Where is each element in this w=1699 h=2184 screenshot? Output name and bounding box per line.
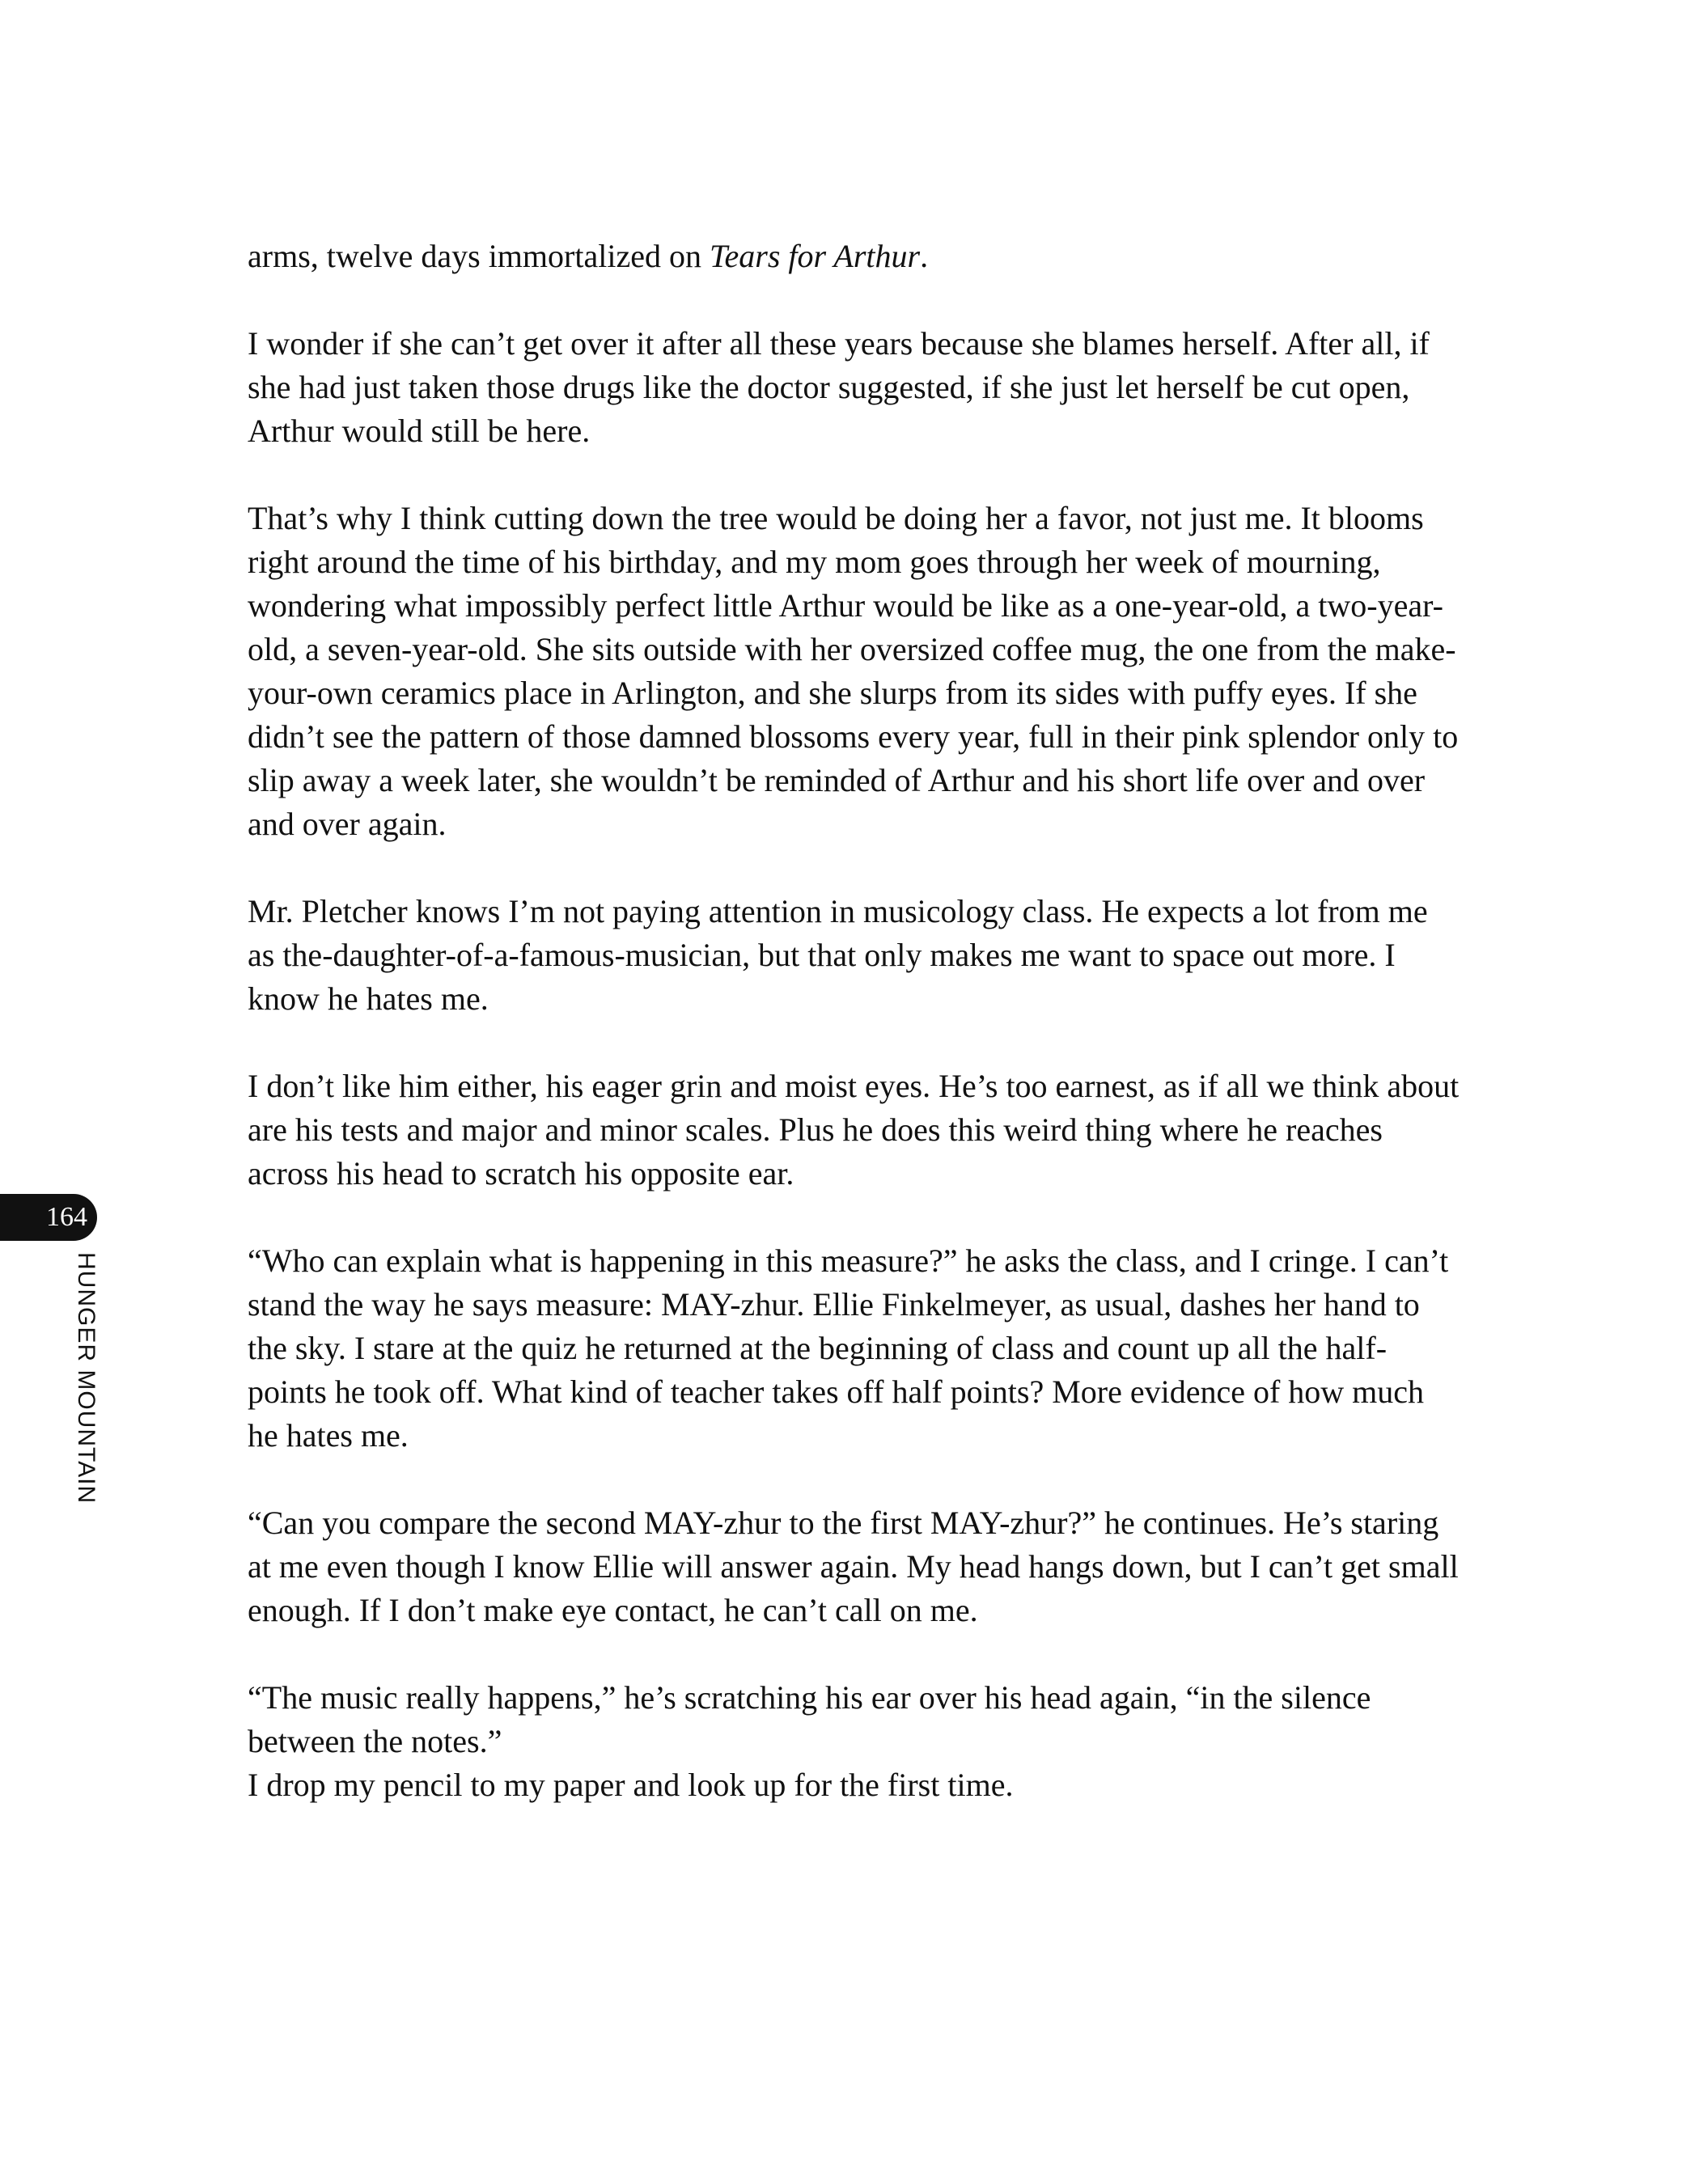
paragraph-2: I wonder if she can’t get over it after all these years because she blames herself. After all, if she had just taken those drugs like the doctor suggested, if she just let herself be cut open, Arthur would still be here. [248, 325, 1430, 449]
paragraph-4: Mr. Pletcher knows I’m not paying attention in musicology class. He expects a lot from me as the-daughter-of-a-famous-musician, but that only makes me want to space out more. I know he hates me. [248, 893, 1428, 1017]
book-title: Tears for Arthur [709, 238, 921, 274]
paragraph-1-after: . [920, 238, 929, 274]
running-title: HUNGER MOUNTAIN [73, 1252, 100, 1505]
paragraph-9: I drop my pencil to my paper and look up for the first time. [248, 1767, 1014, 1803]
paragraph-7: “Can you compare the second MAY-zhur to the first MAY-zhur?” he continues. He’s staring at me even though I know Ellie will answer again. My head hangs down, but I can’t get small enough. If I don’t make eye contact, he can’t call on me. [248, 1505, 1459, 1628]
page-number: 164 [46, 1202, 87, 1232]
paragraph-6: “Who can explain what is happening in this measure?” he asks the class, and I cringe. I can’t stand the way he says measure: MAY-zhur. Ellie Finkelmeyer, as usual, dashes her hand to the sky. I stare at the quiz he returned at the beginning of class and count up all the half-points he took off. What kind of teacher takes off half points? More evidence of how much he hates me. [248, 1242, 1449, 1454]
page-number-tab [0, 1194, 97, 1241]
paragraph-3: That’s why I think cutting down the tree would be doing her a favor, not just me. It blooms right around the time of his birthday, and my mom goes through her week of mourning, wondering what impossibly perfect little Arthur would be like as a one-year-old, a two-year-old, a seven-year-old. She sits outside with her oversized coffee mug, the one from the make-your-own ceramics place in Arlington, and she slurps from its sides with puffy eyes. If she didn’t see the pattern of those damned blossoms every year, full in their pink splendor only to slip away a week later, she wouldn’t be reminded of Arthur and his short life over and over and over again. [248, 500, 1459, 842]
paragraph-5: I don’t like him either, his eager grin and moist eyes. He’s too earnest, as if all we think about are his tests and major and minor scales. Plus he does this weird thing where he reaches across his head to scratch his opposite ear. [248, 1068, 1460, 1191]
paragraph-8: “The music really happens,” he’s scratching his ear over his head again, “in the silence between the notes.” [248, 1679, 1371, 1759]
paragraph-1-before: arms, twelve days immortalized on [248, 238, 710, 274]
body-text [248, 235, 1461, 1851]
paragraph-1 [248, 235, 1461, 278]
